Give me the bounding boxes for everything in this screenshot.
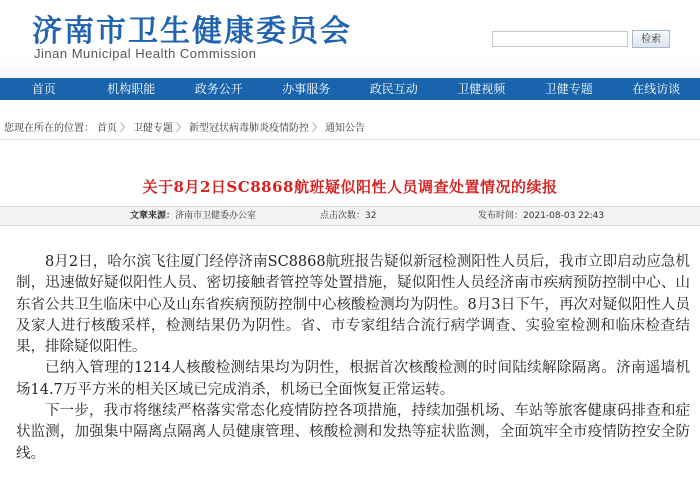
search-input[interactable] (492, 31, 628, 47)
meta-time-value: 2021-08-03 22:43 (523, 211, 605, 221)
breadcrumb-item-home[interactable]: 首页 (97, 123, 117, 134)
article-paragraph: 8月2日，哈尔滨飞往厦门经停济南SC8868航班报告疑似新冠检测阳性人员后，我市立即启动应急机制，迅速做好疑似阳性人员、密切接触者管控等处置措施，疑似阳性人员经济南市疾病预防控制中心、山东省公共卫生临床中心及山东省疾病预防控制中心核酸检测均为阴性。8月3日下午，再次对疑似阳性人员及家人进行核酸采样，检测结果仍为阴性。省、市专家组结合流行病学调查、实验室检测和临床检查结果，排除疑似阳性。 (16, 254, 690, 356)
nav-item-topics[interactable]: 卫健专题 (544, 82, 593, 96)
site-title: 济南市卫生健康委员会 (32, 14, 352, 49)
meta-source-value: 济南市卫健委办公室 (175, 211, 257, 221)
search-button[interactable]: 检索 (632, 30, 670, 48)
site-header (0, 0, 700, 78)
article-title: 关于8月2日SC8868航班疑似阳性人员调查处置情况的续报 (142, 178, 558, 196)
article-paragraph: 已纳入管理的1214人核酸检测结果均为阴性，根据首次核酸检测的时间陆续解除隔离。济南遥墙机场14.7万平方米的相关区域已完成消杀，机场已全面恢复正常运转。 (16, 360, 690, 398)
nav-item-services[interactable]: 办事服务 (282, 82, 331, 96)
meta-source (130, 207, 256, 226)
nav-item-videos[interactable]: 卫健视频 (457, 82, 506, 96)
breadcrumb-prefix: 您现在所在的位置： (4, 123, 94, 134)
breadcrumb-item-topics[interactable]: 卫健专题 (133, 123, 173, 134)
breadcrumb-separator: 〉 (176, 123, 186, 134)
nav-item-functions[interactable]: 机构职能 (107, 82, 156, 96)
nav-item-gov-affairs[interactable]: 政务公开 (194, 82, 243, 96)
site-subtitle: Jinan Municipal Health Commission (34, 46, 257, 61)
article-body (16, 252, 690, 465)
breadcrumb (0, 118, 700, 140)
nav-item-interaction[interactable]: 政民互动 (369, 82, 418, 96)
main-nav (0, 78, 700, 100)
meta-time (478, 207, 604, 226)
breadcrumb-separator: 〉 (312, 123, 322, 134)
breadcrumb-item-covid[interactable]: 新型冠状病毒肺炎疫情防控 (189, 123, 309, 134)
meta-clicks (320, 207, 376, 226)
article-paragraph: 下一步，我市将继续严格落实常态化疫情防控各项措施，持续加强机场、车站等旅客健康码排查和症状监测，加强集中隔离点隔离人员健康管理、核酸检测和发热等症状监测，全面筑牢全市疫情防控安全防线。 (16, 403, 690, 462)
meta-source-label: 文章来源： (130, 211, 176, 221)
meta-clicks-value: 32 (365, 211, 377, 221)
meta-clicks-label: 点击次数： (320, 211, 366, 221)
breadcrumb-item-notices[interactable]: 通知公告 (325, 123, 365, 134)
article-meta (0, 206, 700, 226)
breadcrumb-separator: 〉 (120, 123, 130, 134)
meta-time-label: 发布时间： (478, 211, 524, 221)
nav-item-home[interactable]: 首页 (31, 82, 56, 96)
nav-item-interviews[interactable]: 在线访谈 (632, 82, 681, 96)
